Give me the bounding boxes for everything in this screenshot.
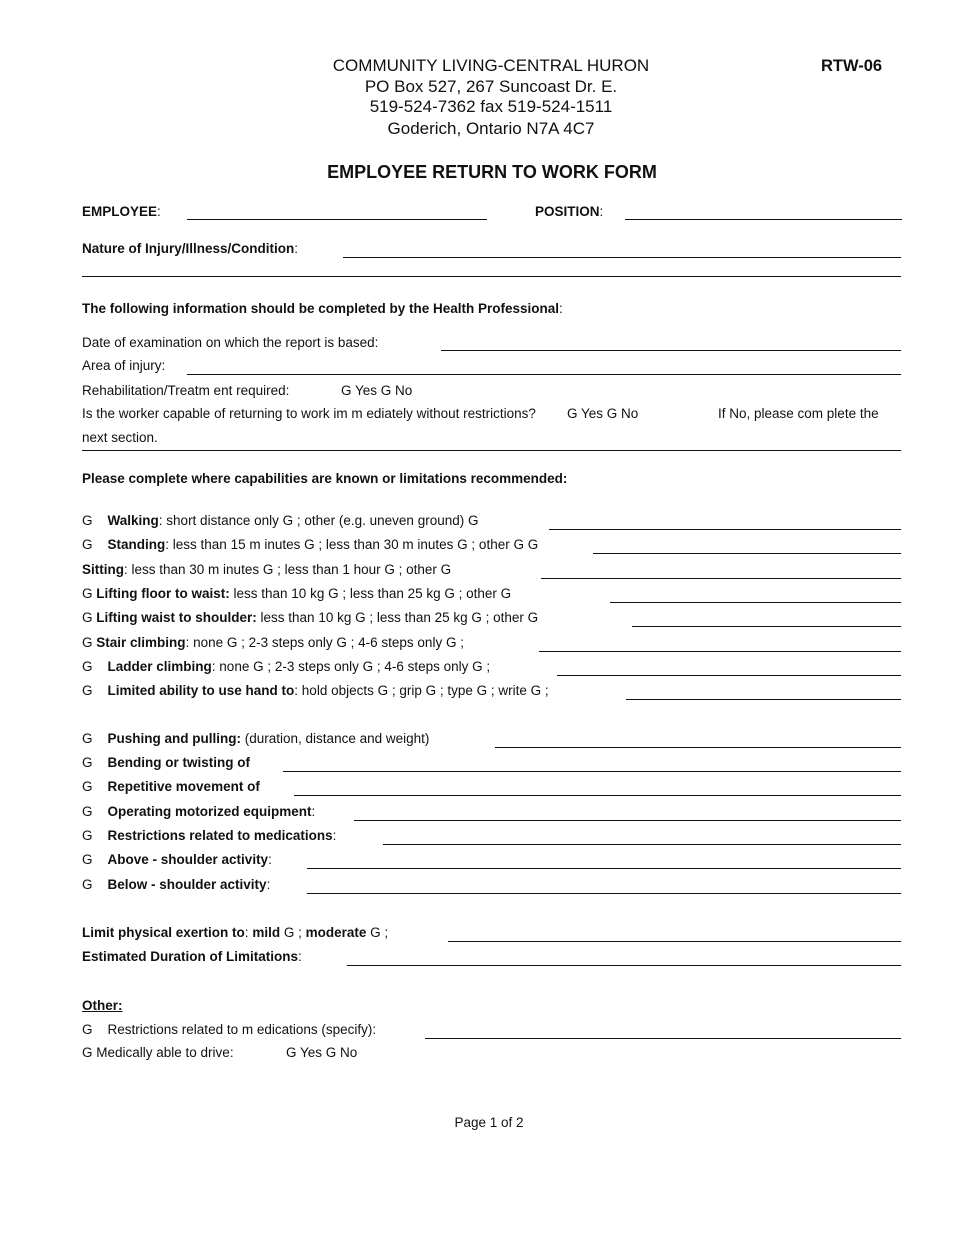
motorized-field[interactable] [354,820,901,821]
lifting-waist-item[interactable]: G Lifting waist to shoulder: less than 10 kg G ; less than 25 kg G ; other G [82,610,539,625]
form-code: RTW-06 [821,57,883,75]
nature-label: Nature of Injury/Illness/Condition: [82,241,299,256]
position-field[interactable] [625,219,902,220]
employee-label: EMPLOYEE: [82,204,161,219]
stair-field[interactable] [539,651,901,652]
duration-label: Estimated Duration of Limitations: [82,949,302,964]
position-label: POSITION: [535,204,604,219]
capabilities-heading: Please complete where capabilities are known or limitations recommended: [82,471,568,486]
exam-date-field[interactable] [441,350,901,351]
area-field[interactable] [187,374,901,375]
exam-date-label: Date of examination on which the report is based: [82,335,379,350]
repetitive-field[interactable] [294,795,901,796]
bending-item[interactable]: G Bending or twisting of [82,755,251,770]
duration-field[interactable] [347,965,901,966]
above-shoulder-field[interactable] [307,868,901,869]
repetitive-item[interactable]: G Repetitive movement of [82,779,260,794]
org-city: Goderich, Ontario N7A 4C7 [387,119,595,138]
below-shoulder-field[interactable] [307,893,901,894]
stair-item[interactable]: G Stair climbing: none G ; 2-3 steps only G ; 4-6 steps only G ; [82,635,464,650]
section-divider [82,450,901,451]
exertion-field[interactable] [448,941,901,942]
sitting-item[interactable]: Sitting: less than 30 m inutes G ; less than 1 hour G ; other G [82,562,452,577]
rehab-label: Rehabilitation/Treatm ent required: [82,383,290,398]
medications-item[interactable]: G Restrictions related to medications: [82,828,337,843]
lifting-waist-field[interactable] [632,626,901,627]
org-phone: 519-524-7362 fax 519-524-1511 [369,97,613,116]
exertion-item[interactable]: Limit physical exertion to: mild G ; moderate G ; [82,925,389,940]
form-title: EMPLOYEE RETURN TO WORK FORM [327,162,657,182]
health-heading: The following information should be completed by the Health Professional: [82,301,563,316]
walking-item[interactable]: G Walking: short distance only G ; other (e.g. uneven ground) G [82,513,479,528]
above-shoulder-item[interactable]: G Above - shoulder activity: [82,852,272,867]
org-name: COMMUNITY LIVING-CENTRAL HURON [332,56,650,75]
org-address: PO Box 527, 267 Suncoast Dr. E. [364,77,618,96]
walking-field[interactable] [549,529,901,530]
lifting-floor-field[interactable] [610,602,901,603]
page-number: Page 1 of 2 [454,1115,524,1130]
medications-field[interactable] [383,844,901,845]
if-no-note: If No, please com plete the [718,406,879,421]
other-heading: Other: [82,998,123,1013]
rehab-options[interactable]: G Yes G No [341,383,413,398]
standing-item[interactable]: G Standing: less than 15 m inutes G ; less than 30 m inutes G ; other G G [82,537,539,552]
employee-field[interactable] [187,219,487,220]
next-section-note: next section. [82,430,158,445]
nature-field[interactable] [343,257,901,258]
below-shoulder-item[interactable]: G Below - shoulder activity: [82,877,271,892]
bending-field[interactable] [283,771,901,772]
motorized-item[interactable]: G Operating motorized equipment: [82,804,316,819]
med-restrict-field[interactable] [425,1038,901,1039]
drive-label: G Medically able to drive: [82,1045,234,1060]
med-restrict-item[interactable]: G Restrictions related to m edications (specify): [82,1022,377,1037]
ladder-item[interactable]: G Ladder climbing: none G ; 2-3 steps only G ; 4-6 steps only G ; [82,659,491,674]
pushing-field[interactable] [495,747,901,748]
nature-field-line-2[interactable] [82,276,901,277]
hand-item[interactable]: G Limited ability to use hand to: hold objects G ; grip G ; type G ; write G ; [82,683,549,698]
hand-field[interactable] [626,699,901,700]
pushing-item[interactable]: G Pushing and pulling: (duration, distance and weight) [82,731,430,746]
capable-options[interactable]: G Yes G No [567,406,639,421]
capable-label: Is the worker capable of returning to work im m ediately without restrictions? [82,406,536,421]
ladder-field[interactable] [557,675,901,676]
lifting-floor-item[interactable]: G Lifting floor to waist: less than 10 kg G ; less than 25 kg G ; other G [82,586,512,601]
drive-options[interactable]: G Yes G No [286,1045,358,1060]
sitting-field[interactable] [541,578,901,579]
area-label: Area of injury: [82,358,166,373]
standing-field[interactable] [593,553,901,554]
